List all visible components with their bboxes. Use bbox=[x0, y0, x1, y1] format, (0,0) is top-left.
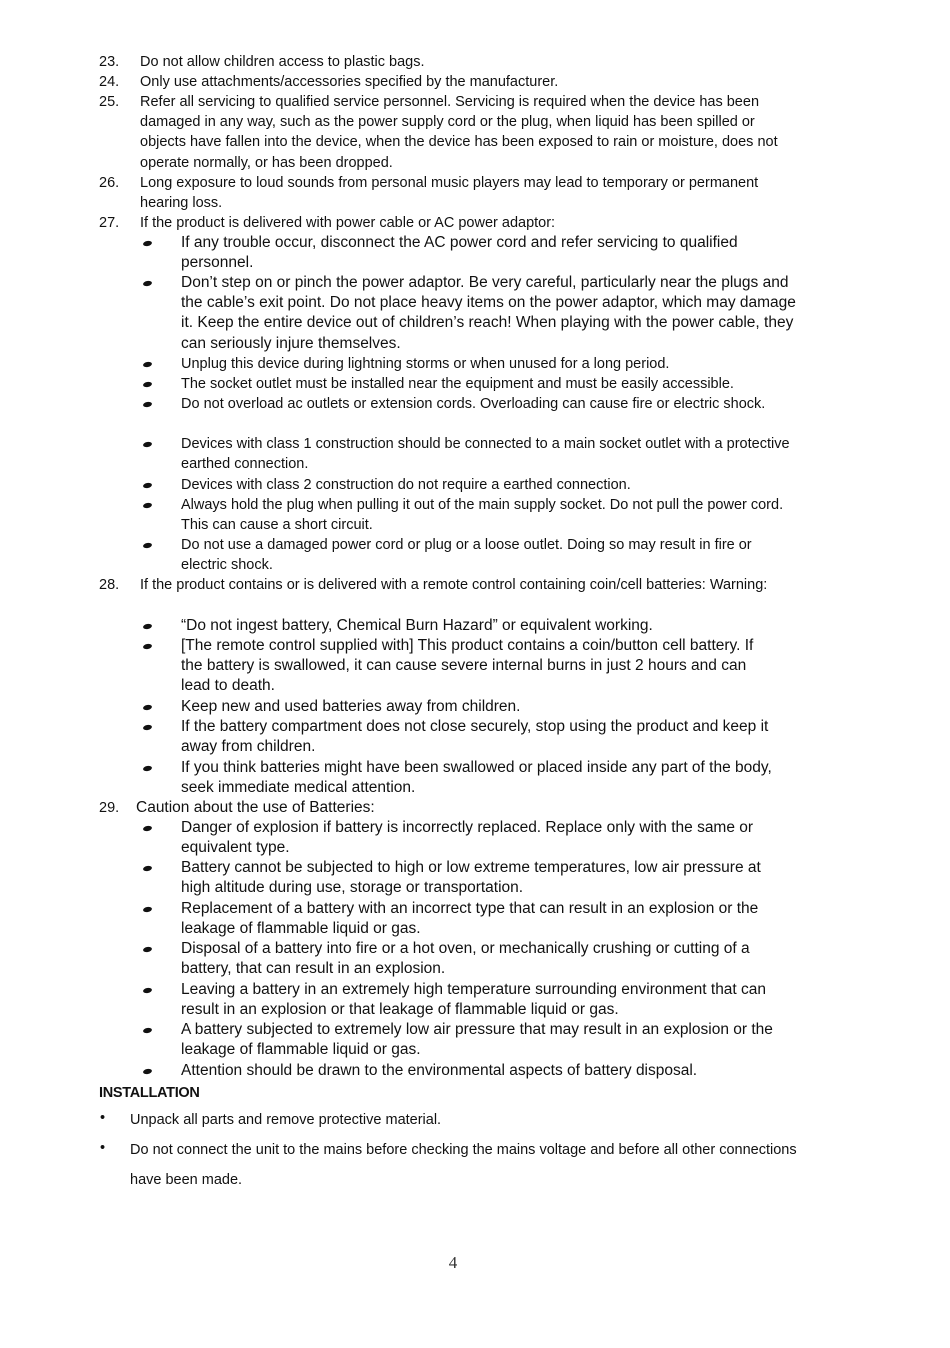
list-item: Do not use a damaged power cord or plug or a loose outlet. Doing so may result in fire or electric shock. bbox=[181, 537, 752, 574]
bullet-icon bbox=[143, 401, 153, 408]
item-text: Caution about the use of Batteries: bbox=[136, 799, 375, 816]
bullet-icon bbox=[143, 765, 153, 772]
bullet-icon bbox=[143, 240, 153, 247]
bullet-icon bbox=[143, 280, 153, 287]
bullet-icon bbox=[143, 441, 153, 448]
bullet-icon bbox=[143, 724, 153, 731]
item-number: 24. bbox=[99, 74, 120, 90]
bullet-icon bbox=[143, 1068, 153, 1075]
list-item: Devices with class 2 construction do not require a earthed connection. bbox=[181, 477, 631, 493]
item-text: Long exposure to loud sounds from personal music players may lead to temporary or permanent hearing loss. bbox=[140, 175, 759, 212]
list-item: Don’t step on or pinch the power adaptor. Be very careful, particularly near the plugs and the cable’s exit point. Do not place heavy items on the power adaptor, which may damage it. Keep the entire device out of children’s reach! When playing with the power cable, they can seriously injure themselves. bbox=[181, 274, 796, 352]
bullet-icon bbox=[143, 623, 153, 630]
list-item: A battery subjected to extremely low air pressure that may result in an explosion or the leakage of flammable liquid or gas. bbox=[181, 1021, 773, 1059]
item-text: Do not allow children access to plastic bags. bbox=[140, 54, 425, 70]
list-item: Do not connect the unit to the mains before checking the mains voltage and before all other connections have been made. bbox=[130, 1142, 797, 1188]
item-text: Refer all servicing to qualified service personnel. Servicing is required when the device has been damaged in any way, such as the power supply cord or the plug, when liquid has been spilled or objects have fallen into the device, when the device has been exposed to rain or moisture, does not operate normally, or has been dropped. bbox=[140, 94, 778, 171]
bullet-icon bbox=[143, 825, 153, 832]
item-number: 27. bbox=[99, 215, 120, 231]
list-item: Danger of explosion if battery is incorrectly replaced. Replace only with the same or equivalent type. bbox=[181, 819, 754, 857]
list-item: Leaving a battery in an extremely high temperature surrounding environment that can result in an explosion or that leakage of flammable liquid or gas. bbox=[181, 981, 767, 1019]
list-item: Battery cannot be subjected to high or low extreme temperatures, low air pressure at high altitude during use, storage or transportation. bbox=[181, 859, 761, 897]
list-item: Always hold the plug when pulling it out of the main supply socket. Do not pull the power cord. This can cause a short circuit. bbox=[181, 497, 784, 534]
list-item: [The remote control supplied with] This product contains a coin/button cell battery. If the battery is swallowed, it can cause severe internal burns in just 2 hours and can lead to death. bbox=[181, 637, 754, 695]
item-text: Only use attachments/accessories specified by the manufacturer. bbox=[140, 74, 559, 90]
list-item: Keep new and used batteries away from children. bbox=[181, 698, 521, 715]
list-item: “Do not ingest battery, Chemical Burn Hazard” or equivalent working. bbox=[181, 617, 653, 634]
page-number: 4 bbox=[448, 1253, 458, 1272]
list-item: Do not overload ac outlets or extension cords. Overloading can cause fire or electric shock. bbox=[181, 396, 766, 412]
bullet-icon: • bbox=[100, 1110, 106, 1126]
bullet-icon bbox=[143, 704, 153, 711]
list-item: If any trouble occur, disconnect the AC power cord and refer servicing to qualified personnel. bbox=[181, 234, 738, 272]
list-item: Disposal of a battery into fire or a hot oven, or mechanically crushing or cutting of a battery, that can result in an explosion. bbox=[181, 940, 750, 978]
item-number: 28. bbox=[99, 577, 120, 593]
list-item: Unpack all parts and remove protective material. bbox=[130, 1112, 442, 1128]
item-number: 23. bbox=[99, 54, 120, 70]
list-item: Attention should be drawn to the environmental aspects of battery disposal. bbox=[181, 1062, 698, 1079]
bullet-icon bbox=[143, 946, 153, 953]
bullet-icon bbox=[143, 1027, 153, 1034]
bullet-icon bbox=[143, 542, 153, 549]
section-heading: INSTALLATION bbox=[99, 1085, 200, 1101]
bullet-icon bbox=[143, 361, 153, 368]
bullet-icon bbox=[143, 482, 153, 489]
bullet-icon bbox=[143, 381, 153, 388]
list-item: Unplug this device during lightning storms or when unused for a long period. bbox=[181, 356, 670, 372]
list-item: Replacement of a battery with an incorrect type that can result in an explosion or the leakage of flammable liquid or gas. bbox=[181, 900, 759, 938]
item-text: If the product contains or is delivered with a remote control containing coin/cell batteries: Warning: bbox=[140, 577, 768, 593]
bullet-icon bbox=[143, 906, 153, 913]
bullet-icon: • bbox=[100, 1140, 106, 1156]
bullet-icon bbox=[143, 643, 153, 650]
list-item: If you think batteries might have been swallowed or placed inside any part of the body, seek immediate medical attention. bbox=[181, 759, 772, 797]
bullet-icon bbox=[143, 502, 153, 509]
item-number: 25. bbox=[99, 94, 120, 110]
item-text: If the product is delivered with power cable or AC power adaptor: bbox=[140, 215, 556, 231]
list-item: If the battery compartment does not close securely, stop using the product and keep it away from children. bbox=[181, 718, 769, 756]
list-item: Devices with class 1 construction should be connected to a main socket outlet with a protective earthed connection. bbox=[181, 436, 790, 473]
list-item: The socket outlet must be installed near the equipment and must be easily accessible. bbox=[181, 376, 734, 392]
bullet-icon bbox=[143, 865, 153, 872]
bullet-icon bbox=[143, 987, 153, 994]
item-number: 29. bbox=[99, 800, 120, 816]
item-number: 26. bbox=[99, 175, 120, 191]
